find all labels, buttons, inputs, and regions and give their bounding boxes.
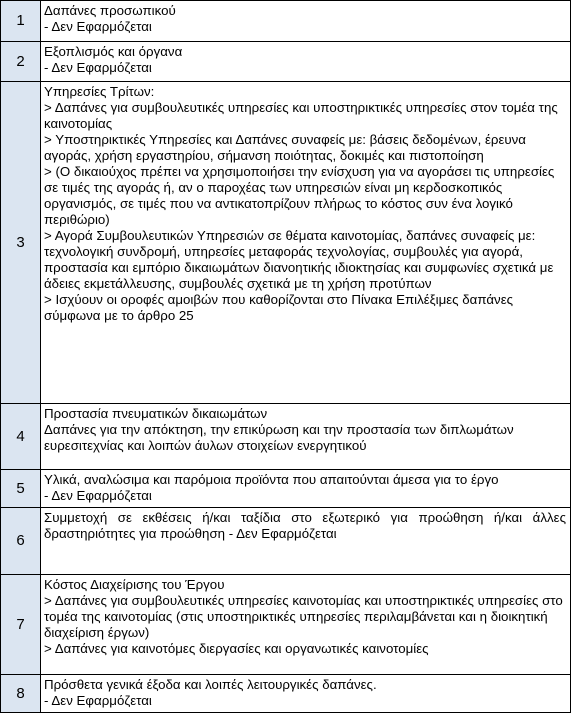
row-number-cell: 1 — [1, 1, 41, 42]
description-line: > Υποστηρικτικές Υπηρεσίες και Δαπάνες συναφείς με: βάσεις δεδομένων, έρευνα αγοράς, χρήση εργαστηρίου, σήμανση ποιότητας, δοκιμές και πιστοποίηση — [44, 132, 526, 163]
row-number-cell: 2 — [1, 42, 41, 82]
description-cell — [41, 42, 571, 82]
description-line: > Ισχύουν οι οροφές αμοιβών που καθορίζονται στο Πίνακα Επιλέξιμες δαπάνες σύμφωνα με το άρθρο 25 — [44, 292, 514, 323]
row-number-cell: 7 — [1, 575, 41, 675]
description-line: - Δεν Εφαρμόζεται — [44, 19, 152, 34]
description-cell — [41, 470, 571, 508]
description-cell — [41, 1, 571, 42]
description-line: > Αγορά Συμβουλευτικών Υπηρεσιών σε θέματα καινοτομίας, δαπάνες συναφείς με: τεχνολογική συνδρομή, υπηρεσίες μεταφοράς τεχνολογίας, συμβουλές για αγορά, προστασία και εμπόριο δικαιωμάτων διανοητικής ιδιοκτησίας και συμφωνίες σχετικά με άδειες εκμετάλλευσης, συμβουλές σχετικά με τη χρήση προτύπων — [44, 228, 554, 291]
row-number-cell: 5 — [1, 470, 41, 508]
description-cell — [41, 508, 571, 575]
table-row — [1, 404, 571, 470]
description-line: Πρόσθετα γενικά έξοδα και λοιπές λειτουργικές δαπάνες. — [44, 677, 377, 692]
table-row — [1, 1, 571, 42]
description-cell — [41, 575, 571, 675]
description-line: > Δαπάνες για συμβουλευτικές υπηρεσίες και υποστηρικτικές υπηρεσίες στον τομέα της καινοτομίας — [44, 100, 558, 131]
description-line: > Δαπάνες για συμβουλευτικές υπηρεσίες καινοτομίας και υποστηρικτικές υπηρεσίες στο τομέα της καινοτομίας (στις υποστηρικτικές υπηρεσίες περιλαμβάνεται και η διοικητική διαχείριση έργων) — [44, 593, 563, 640]
description-line: > (Ο δικαιούχος πρέπει να χρησιμοποιήσει την ενίσχυση για να αγοράσει τις υπηρεσίες σε τιμές της αγοράς ή, αν ο παροχέας των υπηρεσιών είναι μη κερδοσκοπικός οργανισμός, σε τιμές που να αντικατοπρίζουν πλήρως το κόστος συν ένα λογικό περιθώριο) — [44, 164, 555, 227]
description-cell — [41, 675, 571, 713]
table-row — [1, 675, 571, 713]
row-number-cell: 6 — [1, 508, 41, 575]
description-line: Συμμετοχή σε εκθέσεις ή/και ταξίδια στο εξωτερικό για προώθηση ή/και άλλες δραστηριότητες για προώθηση - Δεν Εφαρμόζεται — [44, 510, 566, 541]
description-line: Κόστος Διαχείρισης του Έργου — [44, 577, 225, 592]
table-row — [1, 42, 571, 82]
description-line: Δαπάνες για την απόκτηση, την επικύρωση και την προστασία των διπλωμάτων ευρεσιτεχνίας και λοιπών άυλων στοιχείων ενεργητικού — [44, 422, 514, 453]
table-row — [1, 508, 571, 575]
description-cell — [41, 404, 571, 470]
description-line: Υλικά, αναλώσιμα και παρόμοια προϊόντα που απαιτούνται άμεσα για το έργο — [44, 472, 499, 487]
description-line: Εξοπλισμός και όργανα — [44, 44, 183, 59]
description-line: Προστασία πνευματικών δικαιωμάτων — [44, 406, 268, 421]
row-number-cell: 4 — [1, 404, 41, 470]
description-cell — [41, 82, 571, 404]
table-row — [1, 82, 571, 404]
description-line: Δαπάνες προσωπικού — [44, 3, 176, 18]
description-line: Υπηρεσίες Τρίτων: — [44, 84, 155, 99]
description-line: > Δαπάνες για καινοτόμες διεργασίες και οργανωτικές καινοτομίες — [44, 641, 429, 656]
description-line: - Δεν Εφαρμόζεται — [44, 60, 152, 75]
description-line: - Δεν Εφαρμόζεται — [44, 693, 152, 708]
row-number-cell: 8 — [1, 675, 41, 713]
table-row — [1, 470, 571, 508]
table-row — [1, 575, 571, 675]
row-number-cell: 3 — [1, 82, 41, 404]
description-line: - Δεν Εφαρμόζεται — [44, 488, 152, 503]
